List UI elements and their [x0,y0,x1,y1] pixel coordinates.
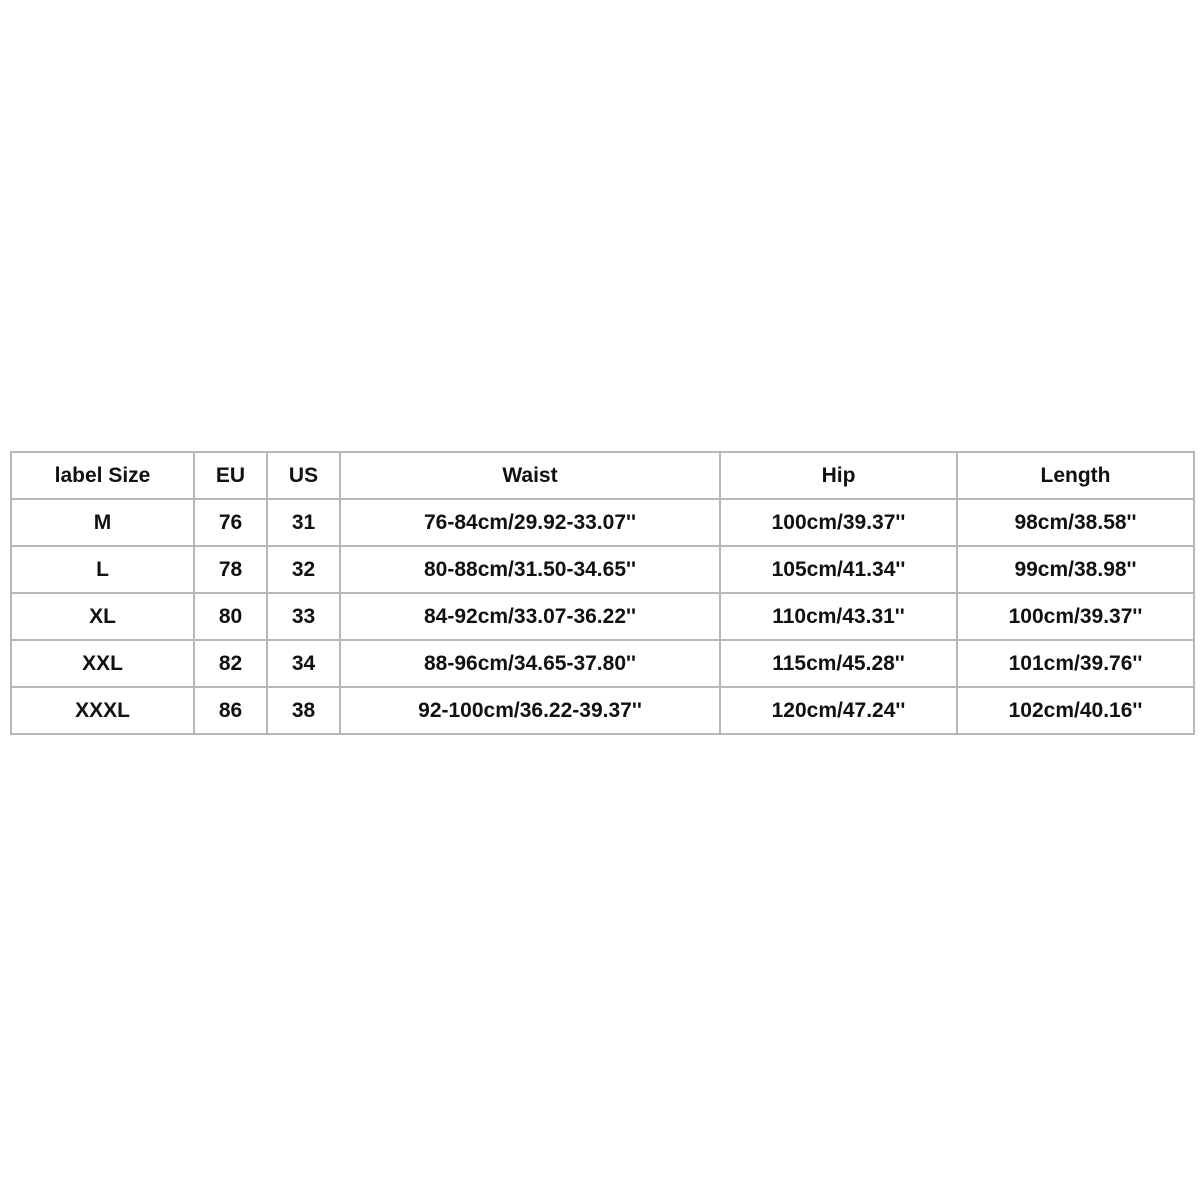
cell-label-size: M [11,499,194,546]
cell-waist: 84-92cm/33.07-36.22'' [340,593,720,640]
cell-length: 102cm/40.16'' [957,687,1194,734]
cell-hip: 115cm/45.28'' [720,640,957,687]
cell-waist: 76-84cm/29.92-33.07'' [340,499,720,546]
cell-hip: 120cm/47.24'' [720,687,957,734]
cell-us: 32 [267,546,340,593]
cell-length: 98cm/38.58'' [957,499,1194,546]
cell-us: 34 [267,640,340,687]
cell-length: 99cm/38.98'' [957,546,1194,593]
table-row [11,593,1194,640]
cell-eu: 78 [194,546,267,593]
cell-eu: 80 [194,593,267,640]
cell-eu: 82 [194,640,267,687]
table-row [11,546,1194,593]
cell-hip: 105cm/41.34'' [720,546,957,593]
table-row [11,640,1194,687]
header-hip: Hip [720,452,957,499]
cell-hip: 110cm/43.31'' [720,593,957,640]
header-label-size: label Size [11,452,194,499]
cell-label-size: XXXL [11,687,194,734]
size-chart-table [10,451,1195,735]
header-us: US [267,452,340,499]
cell-length: 100cm/39.37'' [957,593,1194,640]
cell-waist: 92-100cm/36.22-39.37'' [340,687,720,734]
cell-eu: 86 [194,687,267,734]
cell-eu: 76 [194,499,267,546]
cell-waist: 80-88cm/31.50-34.65'' [340,546,720,593]
table-row [11,687,1194,734]
table-header-row [11,452,1194,499]
cell-us: 33 [267,593,340,640]
cell-label-size: XL [11,593,194,640]
cell-length: 101cm/39.76'' [957,640,1194,687]
cell-hip: 100cm/39.37'' [720,499,957,546]
cell-waist: 88-96cm/34.65-37.80'' [340,640,720,687]
cell-us: 31 [267,499,340,546]
table-row [11,499,1194,546]
cell-us: 38 [267,687,340,734]
cell-label-size: XXL [11,640,194,687]
header-eu: EU [194,452,267,499]
cell-label-size: L [11,546,194,593]
header-length: Length [957,452,1194,499]
header-waist: Waist [340,452,720,499]
